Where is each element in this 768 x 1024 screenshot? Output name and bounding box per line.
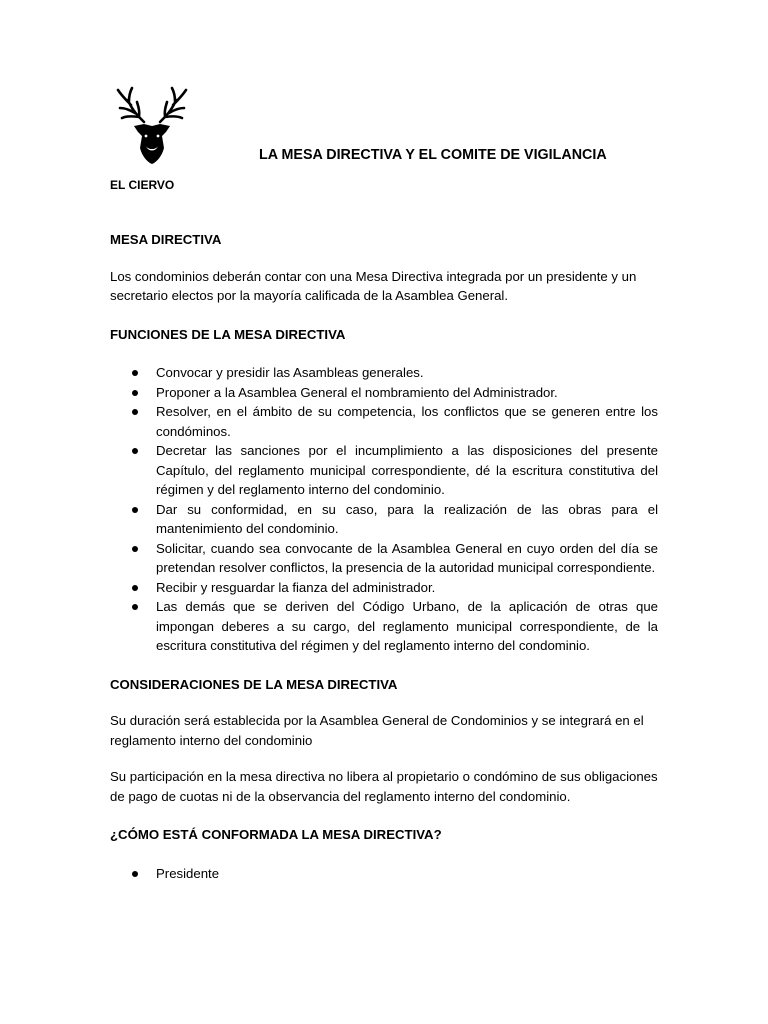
paragraph-consideraciones-1: Su duración será establecida por la Asamblea General de Condominios y se integrará en el reglamento interno del condominio [110,713,644,748]
paragraph-consideraciones-2: Su participación en la mesa directiva no libera al propietario o condómino de sus obligaciones de pago de cuotas ni de la observancia del reglamento interno del condominio. [110,769,658,804]
bullet-icon [132,448,138,454]
paragraph-mesa: Los condominios deberán contar con una Mesa Directiva integrada por un presidente y un secretario electos por la mayoría calificada de la Asamblea General. [110,268,637,303]
list-item: Dar su conformidad, en su caso, para la realización de las obras para el mantenimiento del condominio. [110,500,658,539]
document-body [110,230,658,883]
deer-logo [110,86,194,168]
bullet-icon [132,546,138,552]
section-heading-funciones: FUNCIONES DE LA MESA DIRECTIVA [110,326,346,342]
section-heading-conformada: ¿CÓMO ESTÁ CONFORMADA LA MESA DIRECTIVA? [110,827,442,842]
bullet-icon [132,507,138,513]
list-item: Proponer a la Asamblea General el nombramiento del Administrador. [110,383,658,403]
bullet-icon [132,370,138,376]
bullet-icon [132,871,138,877]
page-title: LA MESA DIRECTIVA Y EL COMITE DE VIGILANCIA [259,147,607,163]
list-item: Presidente [110,864,658,884]
list-item: Recibir y resguardar la fianza del administrador. [110,578,658,598]
bullet-icon [132,390,138,396]
brand-name: EL CIERVO [110,178,175,192]
list-item: Resolver, en el ámbito de su competencia, los conflictos que se generen entre los condóminos. [110,402,658,441]
list-item: Solicitar, cuando sea convocante de la Asamblea General en cuyo orden del día se pretendan resolver conflictos, la presencia de la autoridad municipal correspondiente. [110,539,658,578]
deer-head-icon [110,86,194,168]
section-heading-mesa: MESA DIRECTIVA [110,232,222,247]
bullet-icon [132,604,138,610]
bullet-icon [132,409,138,415]
section-heading-consideraciones: CONSIDERACIONES DE LA MESA DIRECTIVA [110,676,398,692]
bullet-icon [132,585,138,591]
funciones-list [110,363,658,656]
list-item: Decretar las sanciones por el incumplimiento a las disposiciones del presente Capítulo, del reglamento municipal correspondiente, dé la escritura constitutiva del régimen y del reglamento interno del condominio. [110,441,658,500]
conformada-list [110,864,658,884]
list-item: Convocar y presidir las Asambleas generales. [110,363,658,383]
list-item: Las demás que se deriven del Código Urbano, de la aplicación de otras que impongan deberes a su cargo, del reglamento municipal correspondiente, de la escritura constitutiva del régimen y del reglamento interno del condominio. [110,597,658,656]
